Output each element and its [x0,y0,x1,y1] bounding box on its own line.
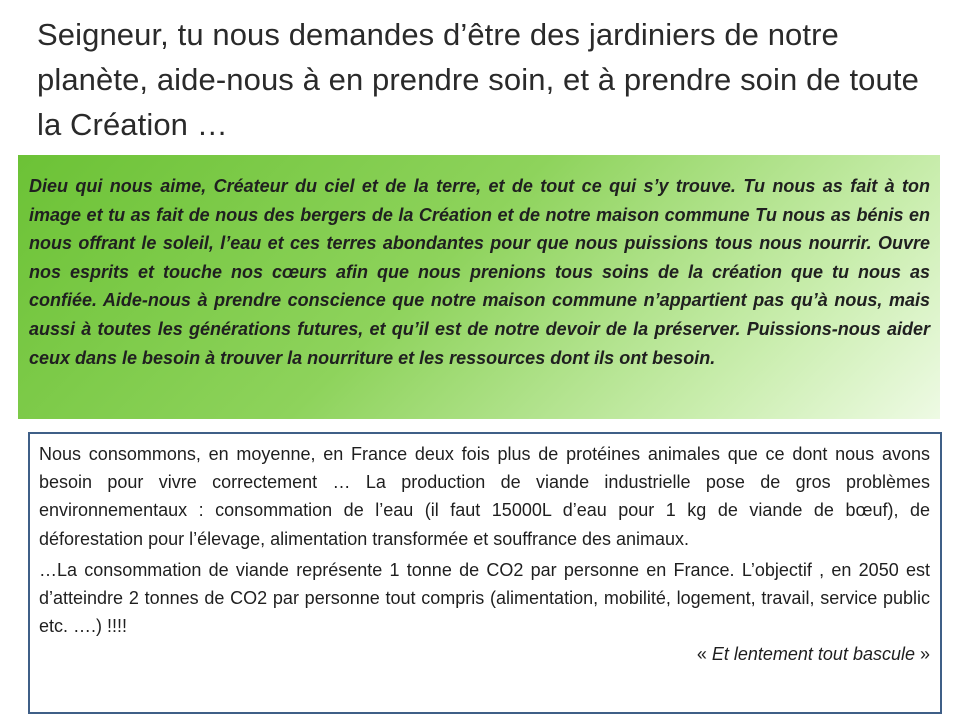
quote-open-mark: « [696,644,712,665]
closing-quote [39,640,930,668]
page-title: Seigneur, tu nous demandes d’être des jardiniers de notre planète, aide-nous à en prendre soin, et à prendre soin de toute la Création … [37,17,919,142]
prayer-text: Dieu qui nous aime, Créateur du ciel et de la terre, et de tout ce qui s’y trouve. Tu nous as fait à ton image et tu as fait de nous des bergers de la Création et de notre maison commune Tu nous as bénis en nous offrant le soleil, l’eau et ces terres abondantes pour que nous puissions tous nous nourrir. Ouvre nos esprits et touche nos cœurs afin que nous prenions tous soins de la création que tu nous as confiée. Aide-nous à prendre conscience que notre maison commune n’appartient pas qu’à nous, mais aussi à toutes les générations futures, et qu’il est de notre devoir de la préserver. Puissions-nous aider ceux dans le besoin à trouver la nourriture et les ressources dont ils ont besoin. [29,176,930,368]
info-paragraph-2: …La consommation de viande représente 1 tonne de CO2 par personne en France. L’objectif , en 2050 est d’atteindre 2 tonnes de CO2 par personne tout compris (alimentation, mobilité, logement, travail, service public etc. ….) !!!! [39,559,930,637]
info-box [28,432,942,714]
quote-close-mark: » [914,644,930,665]
quote-text: Et lentement tout bascule [711,644,915,665]
prayer-box [18,155,940,419]
info-paragraph-1: Nous consommons, en moyenne, en France deux fois plus de protéines animales que ce dont nous avons besoin pour vivre correctement … La production de viande industrielle pose de gros problèmes environnementaux : consommation de l’eau (il faut 15000L d’eau pour 1 kg de viande de bœuf), de déforestation pour l’élevage, alimentation transformée et souffrance des animaux. [39,444,930,549]
